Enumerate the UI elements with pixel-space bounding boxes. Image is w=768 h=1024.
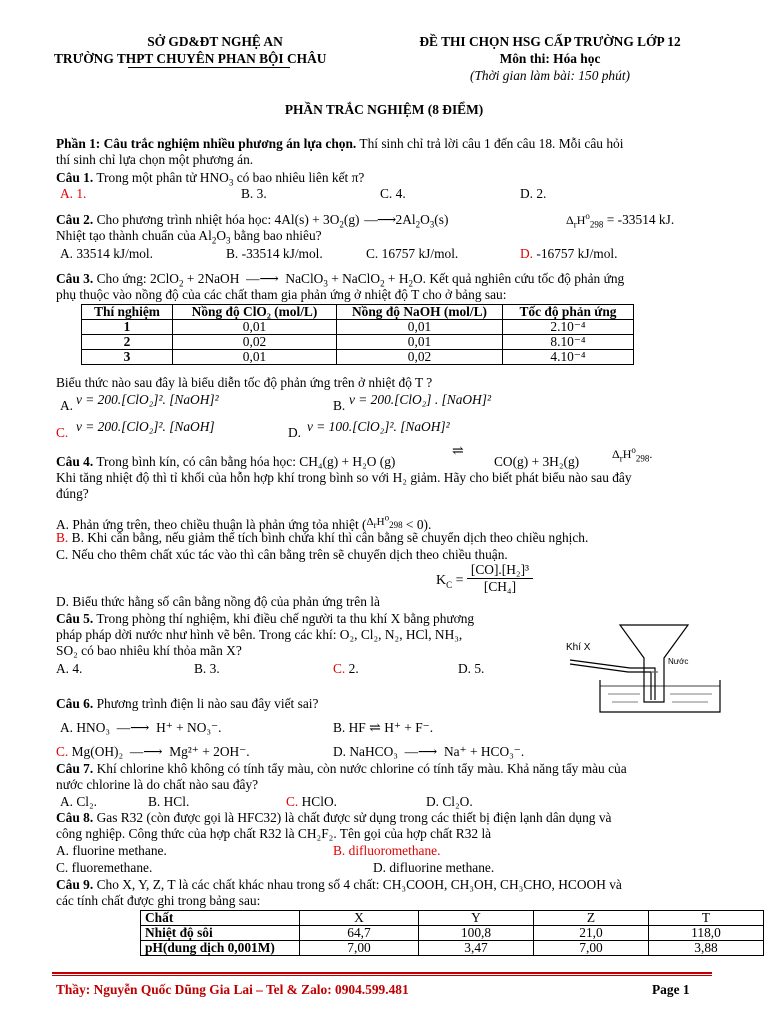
q9-table: [140, 910, 764, 956]
q7-option-b: B. HCl.: [148, 794, 190, 809]
question-4: Câu 4. Trong bình kín, có cân bằng hóa học: CH₄(g) + H₂O (g): [56, 454, 396, 469]
table-header: Tốc độ phản ứng: [503, 305, 634, 320]
water-displacement-apparatus: [560, 620, 728, 718]
question-6: Câu 6. Phương trình điện li nào sau đây viết sai?: [56, 696, 319, 711]
footer-rule-thin: [52, 975, 712, 976]
table-cell: 8.10⁻⁴: [503, 335, 634, 350]
q3-table: [81, 304, 634, 365]
table-cell: 3: [82, 350, 173, 365]
subject: Môn thi: Hóa học: [499, 51, 601, 66]
q4-products: CO(g) + 3H₂(g): [494, 454, 580, 469]
question-2: Câu 2. Cho phương trình nhiệt hóa học: $4Al(s) + 3O_2(g)$ — ⟶ $2Al_2O_3(s)$: [56, 212, 449, 230]
q4-enthalpy: $\Delta_rH^o_{298}$.: [612, 445, 653, 464]
table-header: Z: [534, 911, 649, 926]
table-cell: 0,01: [337, 320, 503, 335]
water-label: Nước: [668, 657, 689, 666]
question-8: Câu 8. Gas R32 (còn được gọi là HFC32) là chất được sử dụng trong các thiết bị điện lạnh dân dụng và: [56, 810, 612, 825]
question-5: Câu 5. Trong phòng thí nghiệm, khi điều chế người ta thu khí X bằng phương: [56, 611, 475, 626]
q8-line2: công nghiệp. Công thức của hợp chất R32 là CH₂F₂. Tên gọi của hợp chất R32 là: [56, 826, 492, 841]
table-cell: 21,0: [534, 926, 649, 941]
table-cell: 64,7: [300, 926, 419, 941]
question-7: Câu 7. Khí chlorine khô không có tính tẩy màu, còn nước chlorine có tính tẩy màu. Khả năng tẩy màu của: [56, 761, 627, 776]
table-cell: 0,01: [173, 350, 337, 365]
kc-numerator: [CO].[H₂]³: [467, 562, 533, 579]
table-cell: 100,8: [419, 926, 534, 941]
q5-option-a: A. 4.: [56, 661, 83, 676]
q2-line2: Nhiệt tạo thành chuẩn của $Al_2O_3$ bằng bao nhiêu?: [56, 228, 322, 246]
q5-line2: pháp pháp dời nước như hình vẽ bên. Trong các khí: O₂, Cl₂, N₂, HCl, NH₃,: [56, 627, 463, 642]
table-cell: 0,02: [173, 335, 337, 350]
q4-option-a: A. Phản ứng trên, theo chiều thuận là phản ứng tỏa nhiệt ($^{\Delta_rH^o_{298}}$ < 0).: [56, 512, 432, 532]
q4-line3: đúng?: [56, 486, 89, 501]
time-limit: (Thời gian làm bài: 150 phút): [469, 68, 631, 83]
q4-line2: Khi tăng nhiệt độ thì tỉ khối của hỗn hợp khí trong bình so với H₂ giảm. Hãy cho biết phát biểu nào sau đây: [56, 470, 632, 485]
table-row: [141, 941, 764, 956]
table-header: T: [649, 911, 764, 926]
table-header: Nồng độ ClO₂ (mol/L): [173, 305, 337, 320]
q4-option-d: D. Biểu thức hằng số cân bằng nồng độ của phản ứng trên là: [56, 594, 380, 609]
q6-option-a: A. HNO₃ —⟶ H⁺ + NO₃⁻.: [60, 720, 222, 735]
equilibrium-arrow-icon: ⇌: [452, 444, 464, 459]
table-cell: 7,00: [300, 941, 419, 956]
q1-option-b: B. 3.: [241, 186, 267, 201]
table-header: X: [300, 911, 419, 926]
table-cell: 2.10⁻⁴: [503, 320, 634, 335]
table-cell: 0,01: [173, 320, 337, 335]
q7-option-a: A. Cl₂.: [60, 794, 98, 809]
table-cell: 1: [82, 320, 173, 335]
table-cell: 7,00: [534, 941, 649, 956]
q3-option-d-expr: ν = 100.[ClO₂]². [NaOH]²: [307, 419, 450, 434]
table-row: [82, 320, 634, 335]
footer-rule: [52, 972, 712, 974]
q8-option-c: C. fluoremethane.: [56, 860, 153, 875]
table-header: Y: [419, 911, 534, 926]
table-cell: pH(dung dịch 0,001M): [141, 941, 300, 956]
table-cell: 0,02: [337, 350, 503, 365]
table-row: [141, 926, 764, 941]
q2-enthalpy: $\Delta_rH^o_{298} = -33514$ kJ.: [566, 211, 675, 230]
q7-option-d: D. Cl₂O.: [426, 794, 473, 809]
part1-intro: Phần 1: Câu trắc nghiệm nhiều phương án lựa chọn. Thí sinh chỉ trả lời câu 1 đến câu 18. Mỗi câu hỏi thí sinh chỉ lựa chọn một phương án.: [56, 136, 624, 167]
q2-option-a: A. 33514 kJ/mol.: [60, 246, 153, 261]
q6-option-b: B. HF ⇌ H⁺ + F⁻.: [333, 720, 434, 736]
table-cell: 3,88: [649, 941, 764, 956]
q2-option-b: B. -33514 kJ/mol.: [226, 246, 323, 261]
question-9: Câu 9. Cho X, Y, Z, T là các chất khác nhau trong số 4 chất: CH₃COOH, CH₃OH, CH₃CHO, HCOOH và: [56, 877, 622, 892]
table-header-row: [82, 305, 634, 320]
q5-line3: SO₂ có bao nhiêu khí thỏa mãn X?: [56, 643, 242, 658]
header-underline: [128, 67, 290, 68]
q9-line2: các tính chất được ghi trong bảng sau:: [56, 893, 261, 908]
q2-option-d: D. -16757 kJ/mol.: [520, 246, 618, 261]
q3-option-d: D.: [288, 425, 302, 440]
question-3: Câu 3. Cho ứng: 2ClO$_2$ + 2NaOH —⟶ NaClO$_3$ + NaClO$_2$ + $H_2O$. Kết quả nghiên cứu tốc độ phản ứng: [56, 271, 625, 289]
kc-denominator: [CH₄]: [483, 579, 517, 594]
q6-option-c: C. Mg(OH)₂ —⟶ Mg²⁺ + 2OH⁻.: [56, 744, 250, 759]
table-header: Chất: [141, 911, 300, 926]
table-row: [82, 335, 634, 350]
table-cell: 2: [82, 335, 173, 350]
q3-option-b: B.: [333, 398, 346, 413]
q6-option-d: D. NaHCO₃ —⟶ Na⁺ + HCO₃⁻.: [333, 744, 525, 759]
dept-name: SỞ GD&ĐT NGHỆ AN: [147, 34, 283, 49]
table-cell: 4.10⁻⁴: [503, 350, 634, 365]
section-title: PHẦN TRẮC NGHIỆM (8 ĐIỂM): [284, 102, 484, 117]
q5-option-b: B. 3.: [194, 661, 220, 676]
q3-option-a-expr: ν = 200.[ClO₂]². [NaOH]²: [76, 392, 219, 407]
q1-option-a: A. 1.: [60, 186, 87, 201]
q2-option-c: C. 16757 kJ/mol.: [366, 246, 459, 261]
exam-title: ĐỀ THI CHỌN HSG CẤP TRƯỜNG LỚP 12: [419, 34, 681, 49]
school-name: TRƯỜNG THPT CHUYÊN PHAN BỘI CHÂU: [54, 51, 327, 66]
question-1: Câu 1. Trong một phân tử $HNO_3$ có bao nhiêu liên kết π?: [56, 170, 365, 188]
q3-option-b-expr: ν = 200.[ClO₂] . [NaOH]²: [349, 392, 491, 407]
page-number: Page 1: [652, 982, 690, 997]
q8-option-a: A. fluorine methane.: [56, 843, 167, 858]
table-cell: 118,0: [649, 926, 764, 941]
gas-label: Khí X: [566, 642, 591, 653]
q1-option-c: C. 4.: [380, 186, 406, 201]
q3-option-a: A.: [60, 398, 74, 413]
table-cell: Nhiệt độ sôi: [141, 926, 300, 941]
q7-line2: nước chlorine là do chất nào sau đây?: [56, 777, 259, 792]
table-header: Nồng độ NaOH (mol/L): [337, 305, 503, 320]
table-row: [82, 350, 634, 365]
q3-option-c: C.: [56, 425, 69, 440]
q1-option-d: D. 2.: [520, 186, 547, 201]
table-cell: 3,47: [419, 941, 534, 956]
q3-option-c-expr: ν = 200.[ClO₂]². [NaOH]: [76, 419, 215, 434]
q3-line2: phụ thuộc vào nồng độ của các chất tham gia phản ứng ở nhiệt độ T cho ở bảng sau:: [56, 287, 507, 302]
table-header: Thí nghiệm: [82, 305, 173, 320]
q4-option-b: B. B. Khi cân bằng, nếu giảm thể tích bình chứa khí thì cân bằng sẽ chuyển dịch theo chiều nghịch.: [56, 530, 589, 545]
q4-kc-expression: $K_C$ = $\frac{\text{[CO].[H₂]³}}{\text{[CH₄]}}$: [436, 566, 533, 595]
q5-option-d: D. 5.: [458, 661, 485, 676]
q3-question: Biểu thức nào sau đây là biểu diễn tốc độ phản ứng trên ở nhiệt độ T ?: [56, 375, 433, 390]
q8-option-b: B. difluoromethane.: [333, 843, 441, 858]
q8-option-d: D. difluorine methane.: [373, 860, 495, 875]
q4-option-c: C. Nếu cho thêm chất xúc tác vào thì cân bằng trên sẽ chuyển dịch theo chiều thuận.: [56, 547, 508, 562]
footer-author: Thầy: Nguyễn Quốc Dũng Gia Lai – Tel & Zalo: 0904.599.481: [56, 982, 409, 997]
q5-option-c: C. 2.: [333, 661, 359, 676]
q7-option-c: C. HClO.: [286, 794, 337, 809]
table-cell: 0,01: [337, 335, 503, 350]
table-header-row: [141, 911, 764, 926]
